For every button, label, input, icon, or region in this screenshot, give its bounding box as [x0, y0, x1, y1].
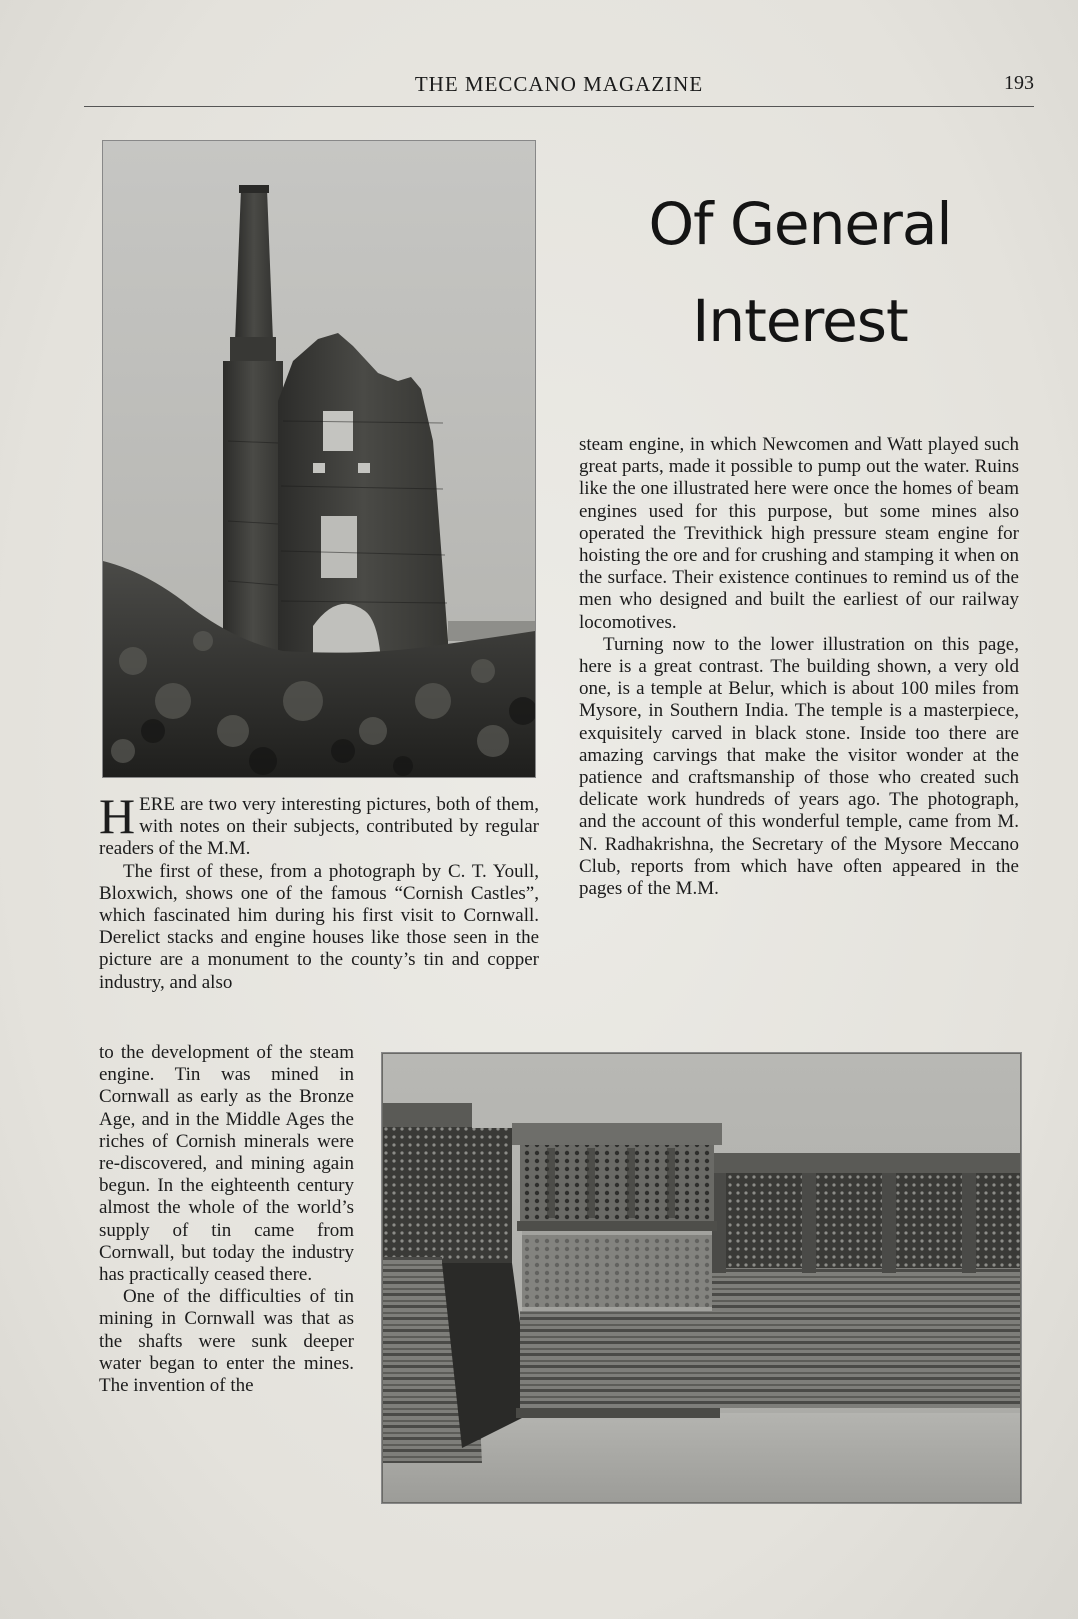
paragraph-cornish-castles: The first of these, from a photograph by C. T. Youll, Bloxwich, shows one of the famous “Cornish Castles”, which fascinated him during his first visit to Cornwall. Derelict stacks and engine houses like those seen in the picture are a monument to the county’s tin and copper industry, and also: [99, 860, 539, 993]
paragraph-tin-difficulties: One of the difficulties of tin mining in Cornwall was that as the shafts were sunk deeper water began to enter the mines. The invention of the: [99, 1286, 354, 1397]
page-header: [84, 70, 1034, 107]
intro-text: ERE are two very interesting pictures, both of them, with notes on their subjects, contributed by regular readers of the M.M.: [99, 794, 539, 860]
page-number: 193: [1004, 72, 1034, 94]
right-column-text: [579, 434, 1019, 900]
paragraph-steam-engine: steam engine, in which Newcomen and Watt played such great parts, made it possible to pump out the water. Ruins like the one illustrated here were once the homes of beam engines used for this purpose, but some mines also operated the Trevithick high pressure steam engine for hoisting the ore and for crushing and stamping it when on the surface. Their existence continues to remind us of the men who designed and built the earliest of our railway locomotives.: [579, 434, 1019, 633]
drop-cap: H: [99, 788, 136, 844]
paragraph-belur-temple: Turning now to the lower illustration on this page, here is a great contrast. The building shown, a very old one, is a temple at Belur, which is about 100 miles from Mysore, in Southern India. The temple is a masterpiece, exquisitely carved in black stone. Inside too there are amazing carvings that make the visitor wonder at the patience and craftsmanship of those who created such delicate work hundreds of years ago. The photograph, and the account of this wonderful temple, came from M. N. Radhakrishna, the Secretary of the Mysore Meccano Club, reports from which have often appeared in the pages of the M.M.: [579, 633, 1019, 900]
belur-temple-photo: [381, 1052, 1022, 1504]
narrow-column-text: [99, 1042, 354, 1397]
paragraph-intro: [99, 788, 539, 861]
paragraph-tin-history: to the development of the steam engine. Tin was mined in Cornwall as early as the Bronze Age, and in the Middle Ages the riches of Cornish minerals were re-discovered, and mining again begun. In the eighteenth century almost the whole of the world’s supply of tin came from Cornwall, but today the industry has practically ceased there.: [99, 1042, 354, 1286]
article-title-line-2: Interest: [692, 287, 908, 355]
left-column-text: [99, 788, 539, 994]
article-title-line-1: Of General: [648, 190, 952, 258]
cornish-engine-house-photo: [102, 140, 536, 778]
magazine-title: THE MECCANO MAGAZINE: [414, 72, 704, 96]
